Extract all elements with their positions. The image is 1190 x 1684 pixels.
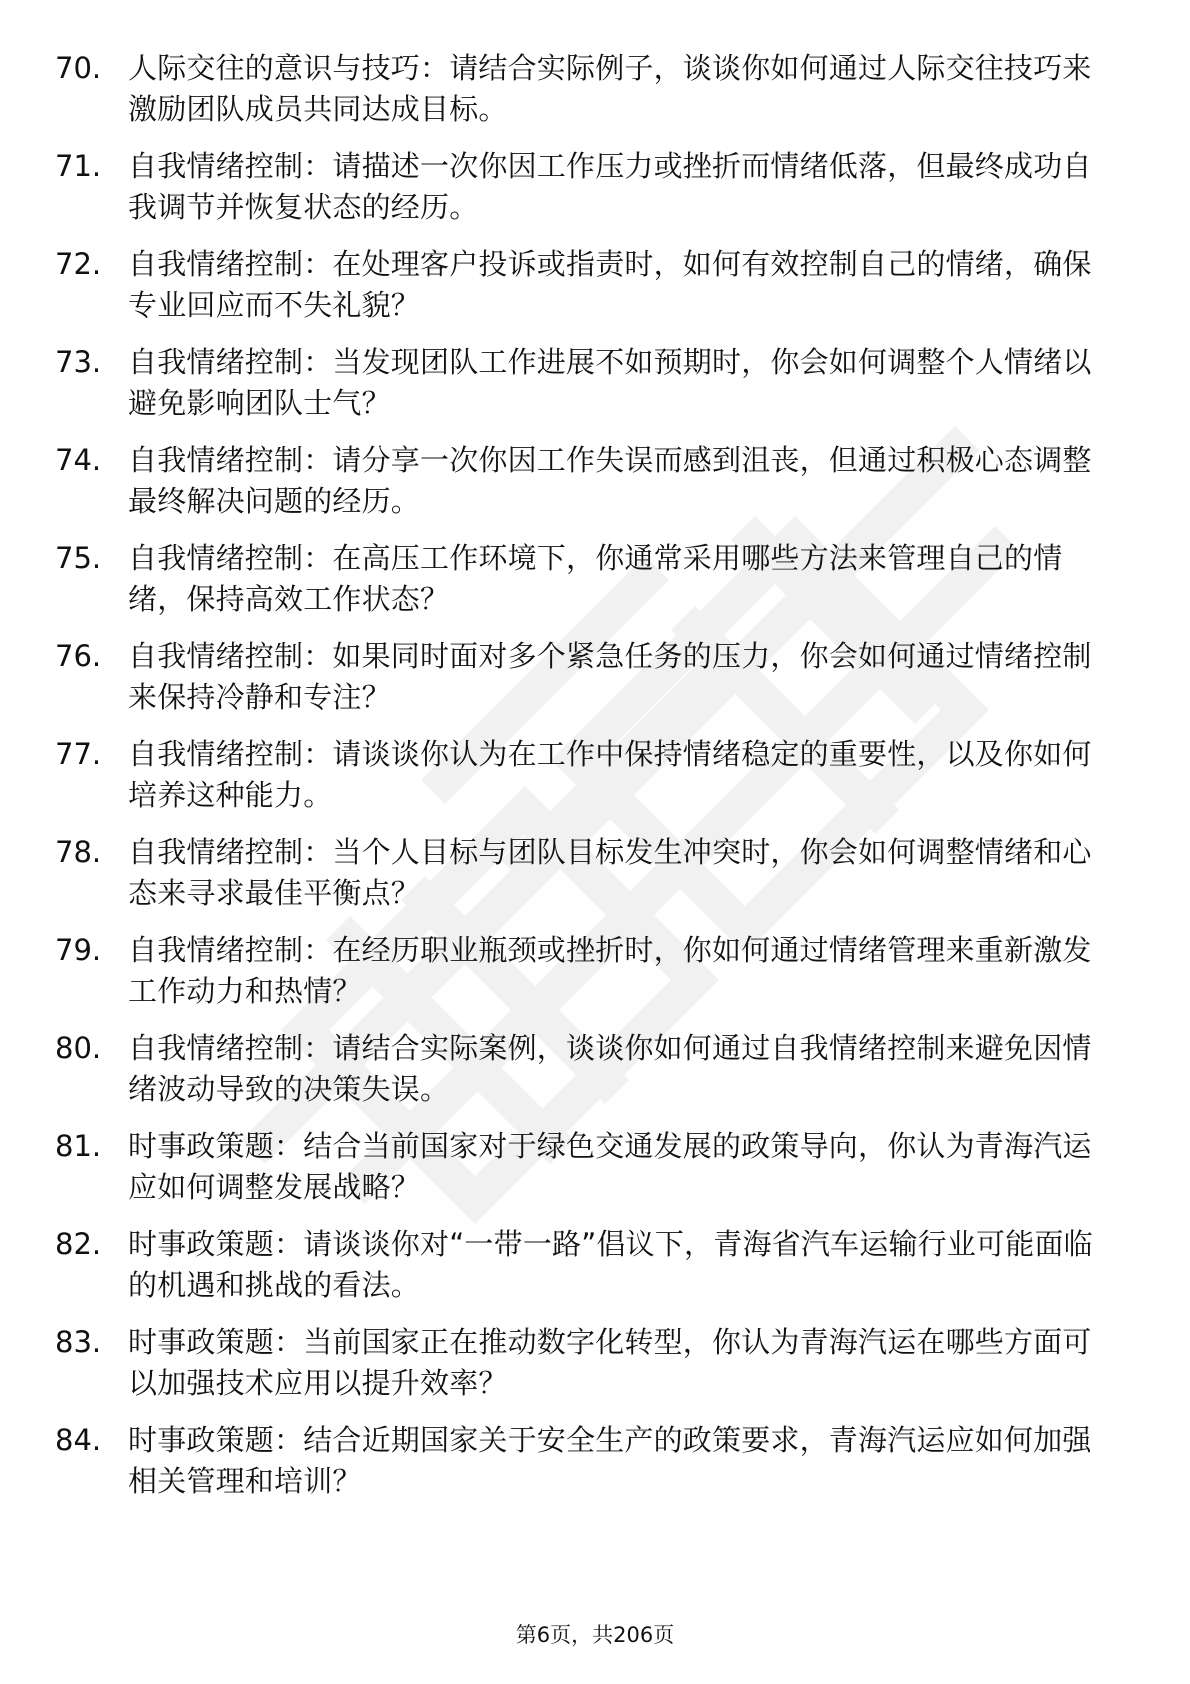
question-number: 82.	[55, 1227, 102, 1261]
question-item-81	[55, 1126, 1135, 1224]
question-text: 时事政策题：结合近期国家关于安全生产的政策要求，青海汽运应如何加强相关管理和培训？	[128, 1423, 1092, 1498]
question-item-80	[55, 1028, 1135, 1126]
question-number: 84.	[55, 1423, 102, 1457]
question-text: 时事政策题：结合当前国家对于绿色交通发展的政策导向，你认为青海汽运应如何调整发展战略？	[128, 1129, 1092, 1204]
question-item-78	[55, 832, 1135, 930]
question-item-71	[55, 146, 1135, 244]
question-number: 76.	[55, 639, 102, 673]
question-number: 72.	[55, 247, 102, 281]
question-item-83	[55, 1322, 1135, 1420]
question-number: 70.	[55, 51, 102, 85]
question-text: 自我情绪控制：当发现团队工作进展不如预期时，你会如何调整个人情绪以避免影响团队士气？	[128, 345, 1092, 420]
question-number: 71.	[55, 149, 102, 183]
question-item-72	[55, 244, 1135, 342]
question-text: 自我情绪控制：在经历职业瓶颈或挫折时，你如何通过情绪管理来重新激发工作动力和热情？	[128, 933, 1092, 1008]
question-number: 73.	[55, 345, 102, 379]
question-number: 81.	[55, 1129, 102, 1163]
question-item-76	[55, 636, 1135, 734]
question-number: 80.	[55, 1031, 102, 1065]
page-number-label: 第6页，共206页	[515, 1623, 675, 1647]
question-number: 78.	[55, 835, 102, 869]
question-number: 79.	[55, 933, 102, 967]
question-number: 74.	[55, 443, 102, 477]
question-text: 自我情绪控制：当个人目标与团队目标发生冲突时，你会如何调整情绪和心态来寻求最佳平衡点？	[128, 835, 1092, 910]
question-number: 75.	[55, 541, 102, 575]
question-text: 时事政策题：当前国家正在推动数字化转型，你认为青海汽运在哪些方面可以加强技术应用以提升效率？	[128, 1325, 1092, 1400]
question-text: 人际交往的意识与技巧：请结合实际例子，谈谈你如何通过人际交往技巧来激励团队成员共同达成目标。	[128, 51, 1092, 126]
question-number: 83.	[55, 1325, 102, 1359]
question-text: 自我情绪控制：如果同时面对多个紧急任务的压力，你会如何通过情绪控制来保持冷静和专注？	[128, 639, 1092, 714]
question-text: 自我情绪控制：请结合实际案例，谈谈你如何通过自我情绪控制来避免因情绪波动导致的决策失误。	[128, 1031, 1092, 1106]
question-list	[55, 48, 1135, 1518]
question-item-84	[55, 1420, 1135, 1518]
question-item-77	[55, 734, 1135, 832]
question-item-74	[55, 440, 1135, 538]
question-text: 自我情绪控制：在处理客户投诉或指责时，如何有效控制自己的情绪，确保专业回应而不失礼貌？	[128, 247, 1092, 322]
page-footer	[0, 1622, 1190, 1648]
question-text: 自我情绪控制：请描述一次你因工作压力或挫折而情绪低落，但最终成功自我调节并恢复状态的经历。	[128, 149, 1092, 224]
question-text: 自我情绪控制：请谈谈你认为在工作中保持情绪稳定的重要性，以及你如何培养这种能力。	[128, 737, 1092, 812]
question-item-79	[55, 930, 1135, 1028]
question-item-70	[55, 48, 1135, 146]
question-text: 时事政策题：请谈谈你对“一带一路”倡议下，青海省汽车运输行业可能面临的机遇和挑战的看法。	[128, 1227, 1093, 1302]
question-text: 自我情绪控制：在高压工作环境下，你通常采用哪些方法来管理自己的情绪，保持高效工作状态？	[128, 541, 1063, 616]
question-item-73	[55, 342, 1135, 440]
question-item-82	[55, 1224, 1135, 1322]
question-item-75	[55, 538, 1135, 636]
question-text: 自我情绪控制：请分享一次你因工作失误而感到沮丧，但通过积极心态调整最终解决问题的经历。	[128, 443, 1092, 518]
question-number: 77.	[55, 737, 102, 771]
